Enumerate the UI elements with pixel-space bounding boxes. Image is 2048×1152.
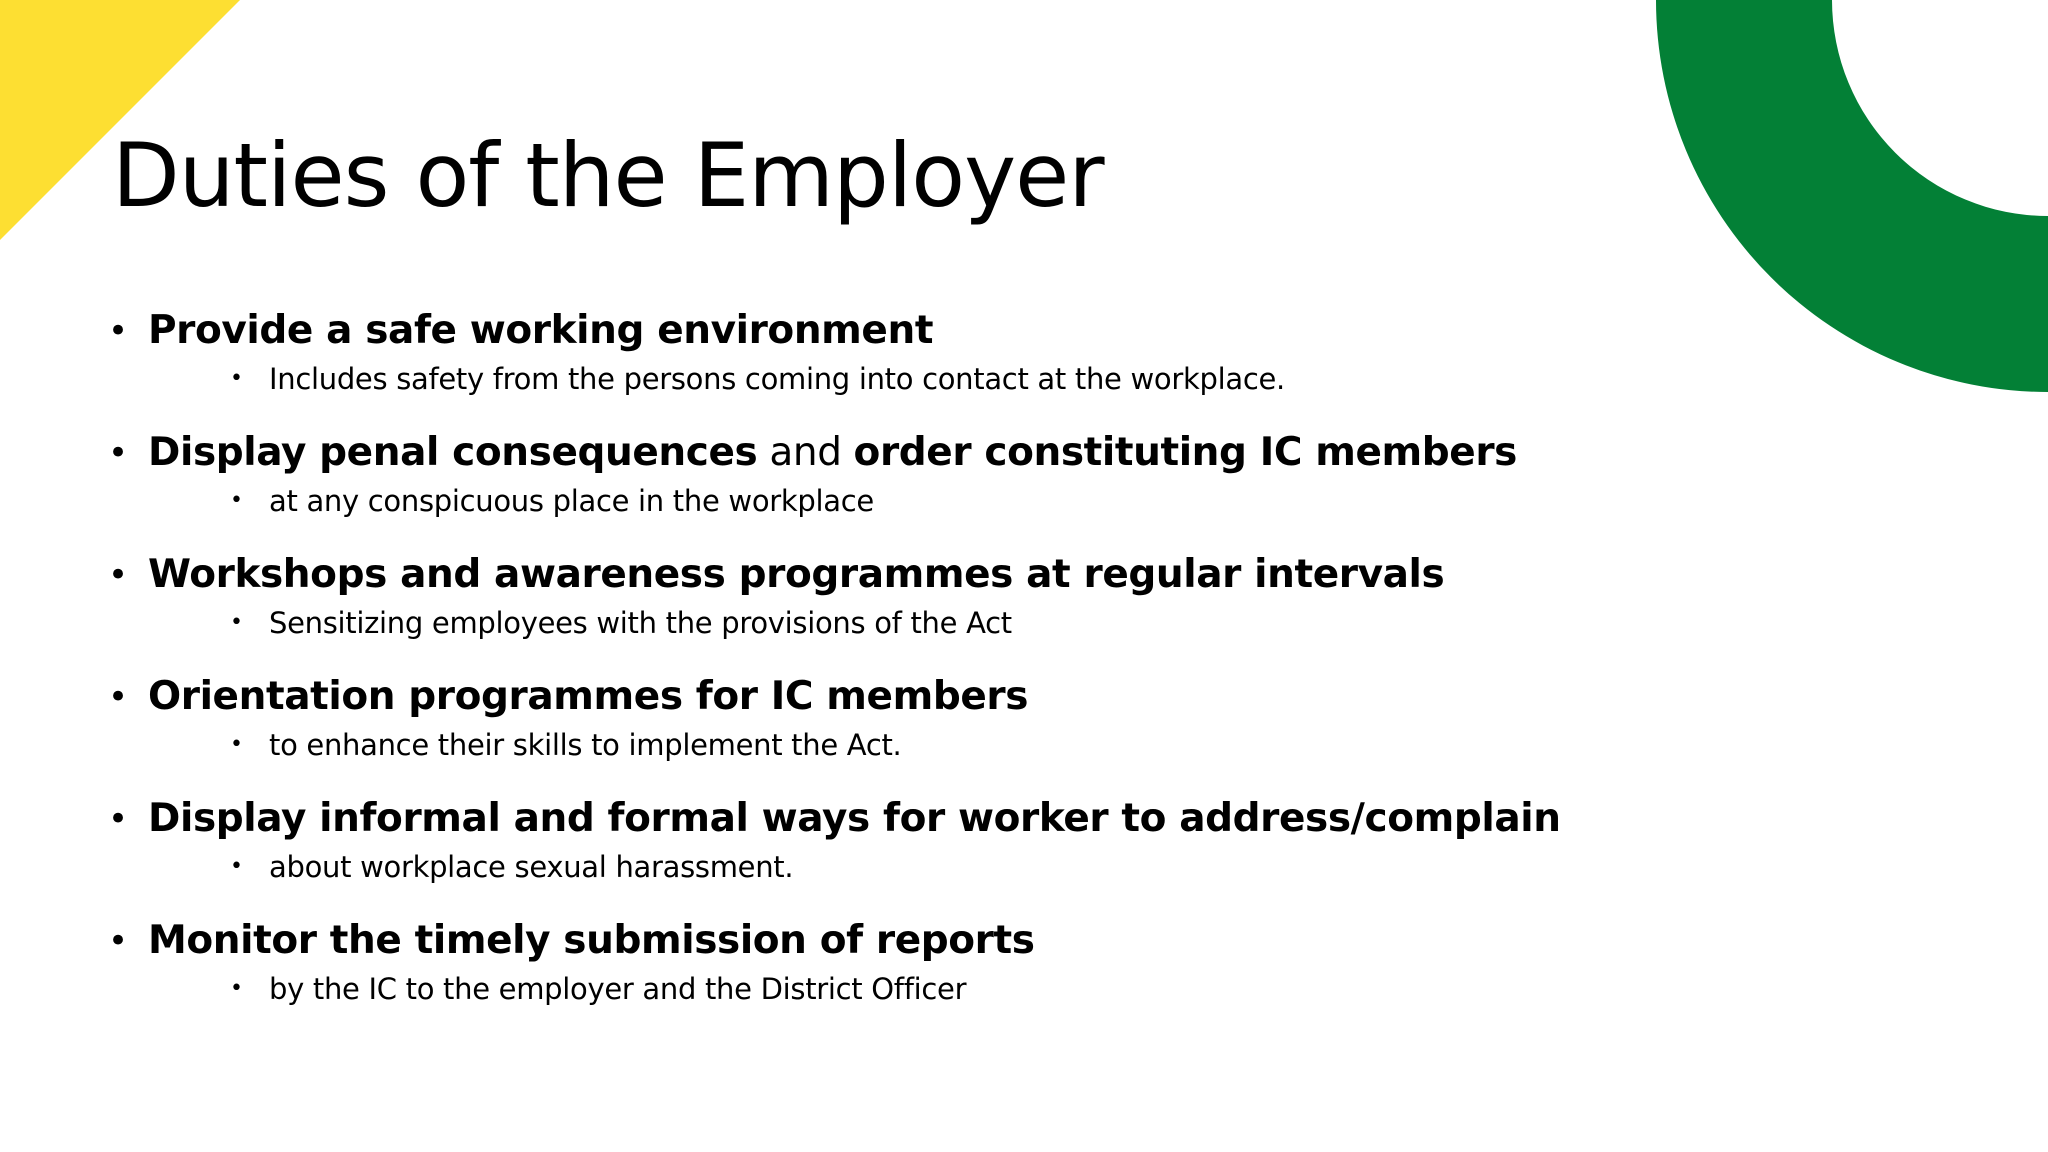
sub-bullet-text: about workplace sexual harassment. <box>269 850 794 884</box>
sub-bullet-dot-icon: • <box>230 610 243 635</box>
sub-bullet-dot-icon: • <box>230 366 243 391</box>
slide-title: Duties of the Employer <box>112 124 1104 227</box>
bullet-heading: Monitor the timely submission of reports <box>148 918 1035 963</box>
bullet-item <box>104 544 1804 644</box>
sub-bullet-item <box>148 358 1804 400</box>
bullet-item <box>104 910 1804 1010</box>
sub-bullet-dot-icon: • <box>230 976 243 1001</box>
sub-bullet-text: Includes safety from the persons coming into contact at the workplace. <box>269 362 1285 396</box>
sub-bullet-item <box>148 602 1804 644</box>
bullet-item <box>104 300 1804 400</box>
sub-bullet-item <box>148 846 1804 888</box>
bullet-dot-icon: • <box>108 799 129 839</box>
bullet-item <box>104 788 1804 888</box>
bullet-list <box>104 300 1804 1032</box>
bullet-heading: Display penal consequences and order constituting IC members <box>148 430 1517 475</box>
sub-bullet-dot-icon: • <box>230 488 243 513</box>
bullet-dot-icon: • <box>108 311 129 351</box>
sub-bullet-text: to enhance their skills to implement the Act. <box>269 728 902 762</box>
sub-bullet-item <box>148 724 1804 766</box>
bullet-dot-icon: • <box>108 433 129 473</box>
bullet-heading: Workshops and awareness programmes at regular intervals <box>148 552 1445 597</box>
bullet-dot-icon: • <box>108 677 129 717</box>
sub-bullet-text: Sensitizing employees with the provisions of the Act <box>269 606 1012 640</box>
sub-bullet-text: by the IC to the employer and the District Officer <box>269 972 967 1006</box>
bullet-dot-icon: • <box>108 921 129 961</box>
sub-bullet-dot-icon: • <box>230 732 243 757</box>
bullet-item <box>104 666 1804 766</box>
sub-bullet-text: at any conspicuous place in the workplace <box>269 484 874 518</box>
sub-bullet-item <box>148 968 1804 1010</box>
bullet-heading: Provide a safe working environment <box>148 308 934 353</box>
bullet-item <box>104 422 1804 522</box>
sub-bullet-item <box>148 480 1804 522</box>
bullet-heading: Display informal and formal ways for worker to address/complain <box>148 796 1561 841</box>
bullet-heading: Orientation programmes for IC members <box>148 674 1029 719</box>
bullet-dot-icon: • <box>108 555 129 595</box>
sub-bullet-dot-icon: • <box>230 854 243 879</box>
